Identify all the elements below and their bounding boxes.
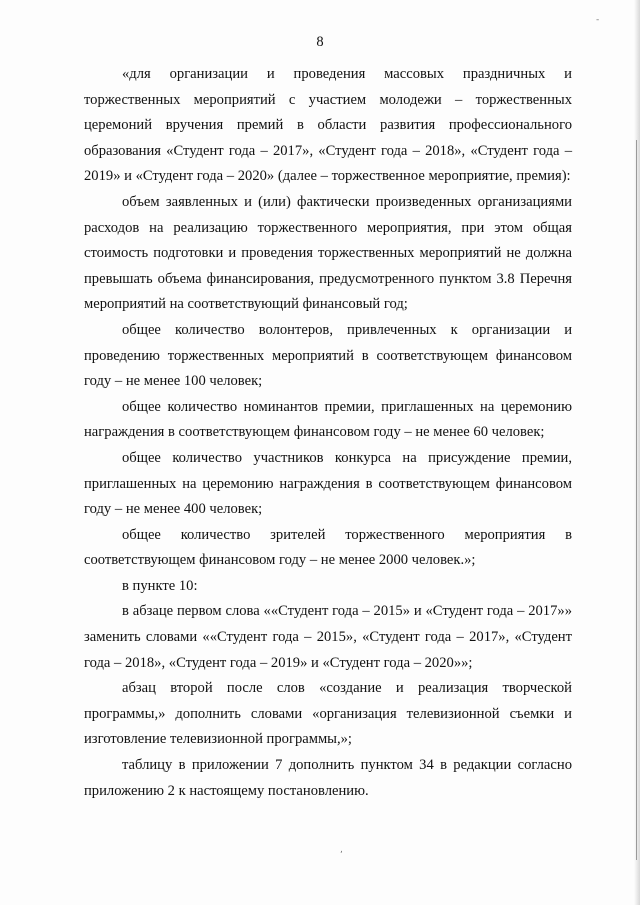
paragraph-7: в пункте 10: <box>122 577 198 594</box>
paragraph-9: абзац второй после слов «создание и реализация творческой программы,» дополнить словами «организация телевизионной съемки и изготовление телевизионной программы,»; <box>84 680 572 748</box>
document-body <box>84 62 572 804</box>
paragraph-4: общее количество номинантов премии, приглашенных на церемонию награждения в соответствующем финансовом году – не менее 60 человек; <box>84 398 572 441</box>
paragraph-3: общее количество волонтеров, привлеченных к организации и проведению торжественных мероприятий в соответствующем финансовом году – не менее 100 человек; <box>84 321 572 390</box>
paragraph-2: объем заявленных и (или) фактически произведенных организациями расходов на реализацию торжественного мероприятия, при этом общая стоимость подготовки и проведения торжественных мероприятий не должна превышать объема финансирования, предусмотренного пунктом 3.8 Перечня мероприятий на соответствующий финансовый год; <box>84 193 572 313</box>
paragraph-8: в абзаце первом слова ««Студент года – 2015» и «Студент года – 2017»» заменить словами ««Студент года – 2015», «Студент года – 2017», «Студент года – 2018», «Студент года – 2019» и «Студент года – 2020»»; <box>84 603 572 671</box>
scan-edge-line <box>636 140 637 860</box>
scan-speck: - <box>596 15 600 25</box>
paragraph-1: «для организации и проведения массовых праздничных и торжественных мероприятий с участием молодежи – торжественных церемоний вручения премий в области развития профессионального образования «Студент года – 2017», «Студент года – 2018», «Студент года – 2019» и «Студент года – 2020» (далее – торжественное мероприятие, премия): <box>84 66 572 185</box>
scan-speck: , <box>340 845 343 855</box>
page-number: 8 <box>316 34 324 50</box>
paragraph-10: таблицу в приложении 7 дополнить пунктом 34 в редакции согласно приложению 2 к настоящему постановлению. <box>84 757 572 799</box>
paragraph-5: общее количество участников конкурса на присуждение премии, приглашенных на церемонию награждения в соответствующем финансовом году – не менее 400 человек; <box>84 449 572 518</box>
scan-edge-shadow <box>634 0 640 905</box>
paragraph-6: общее количество зрителей торжественного мероприятия в соответствующем финансовом году – не менее 2000 человек.»; <box>84 526 572 569</box>
